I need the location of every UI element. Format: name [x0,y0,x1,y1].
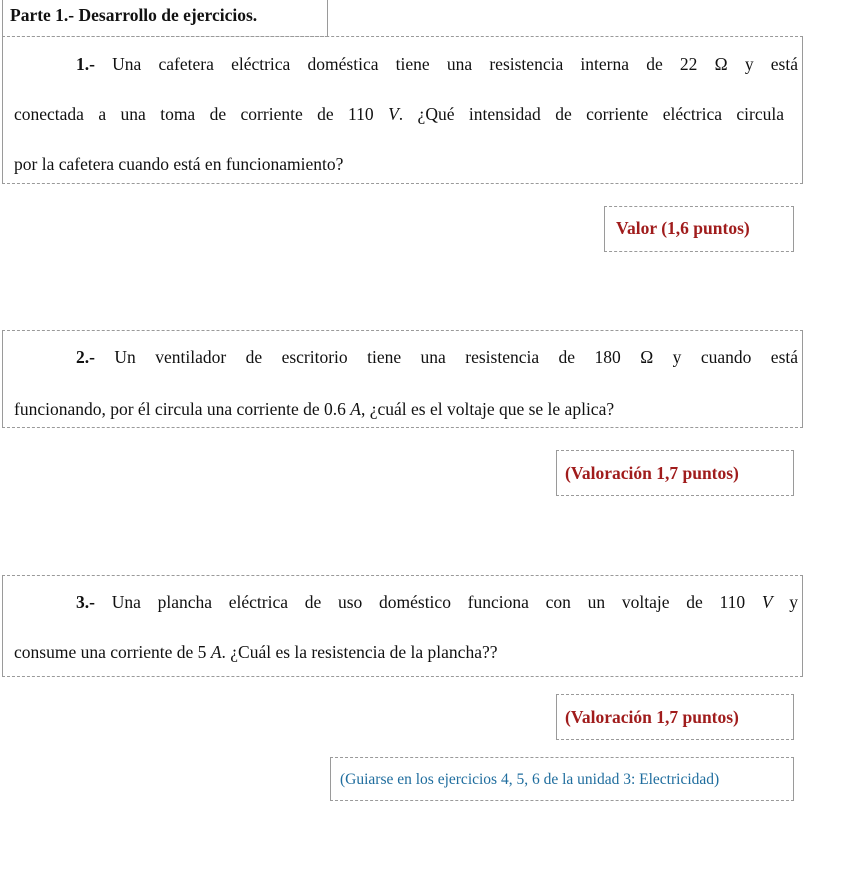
exercise-2-text-1: Un ventilador de escritorio tiene una resistencia de 180 Ω y cuando está [114,347,799,367]
exercise-3-text-2a: consume una corriente de 5 [14,642,211,662]
exercise-3-text-2b: . ¿Cuál es la resistencia de la plancha?? [221,642,498,662]
exercise-3-line-1 [76,592,798,612]
section-title: Parte 1.- Desarrollo de ejercicios. [10,5,258,25]
guide-note: (Guiarse en los ejercicios 4, 5, 6 de la unidad 3: Electricidad) [340,771,720,788]
score-2: (Valoración 1,7 puntos) [565,463,739,483]
exercise-3-number: 3.- [76,592,95,612]
score-3: (Valoración 1,7 puntos) [565,707,739,727]
exercise-2-text-2a: funcionando, por él circula una corriente de 0.6 [14,399,351,419]
exercise-1-line-2 [14,104,784,124]
exercise-1-line-1 [76,54,798,74]
exercise-1-line-3 [14,154,343,174]
exercise-1-var-voltage: V [388,104,399,124]
exercise-3-text-1b: y [772,592,798,612]
exercise-2-var-current: A [350,399,361,419]
exercise-3-text-1a: Una plancha eléctrica de uso doméstico funciona con un voltaje de 110 [111,592,762,612]
exercise-2-line-2 [14,399,614,419]
score-1: Valor (1,6 puntos) [616,218,750,238]
exercise-2-line-1 [76,347,798,367]
exercise-1-text-3: por la cafetera cuando está en funcionamiento? [14,154,344,174]
exercise-1-text-2a: conectada a una toma de corriente de 110 [14,104,389,124]
exercise-3-var-voltage: V [761,592,773,612]
exercise-1-text-1: Una cafetera eléctrica doméstica tiene una resistencia interna de 22 Ω y está [112,54,798,74]
exercise-1-number: 1.- [76,54,95,74]
exercise-1-text-2b: . ¿Qué intensidad de corriente eléctrica circula [398,104,784,124]
exercise-2-number: 2.- [76,347,95,367]
exercise-3-line-2 [14,642,498,662]
exercise-2-text-2b: , ¿cuál es el voltaje que se le aplica? [360,399,615,419]
exercise-3-var-current: A [210,642,222,662]
